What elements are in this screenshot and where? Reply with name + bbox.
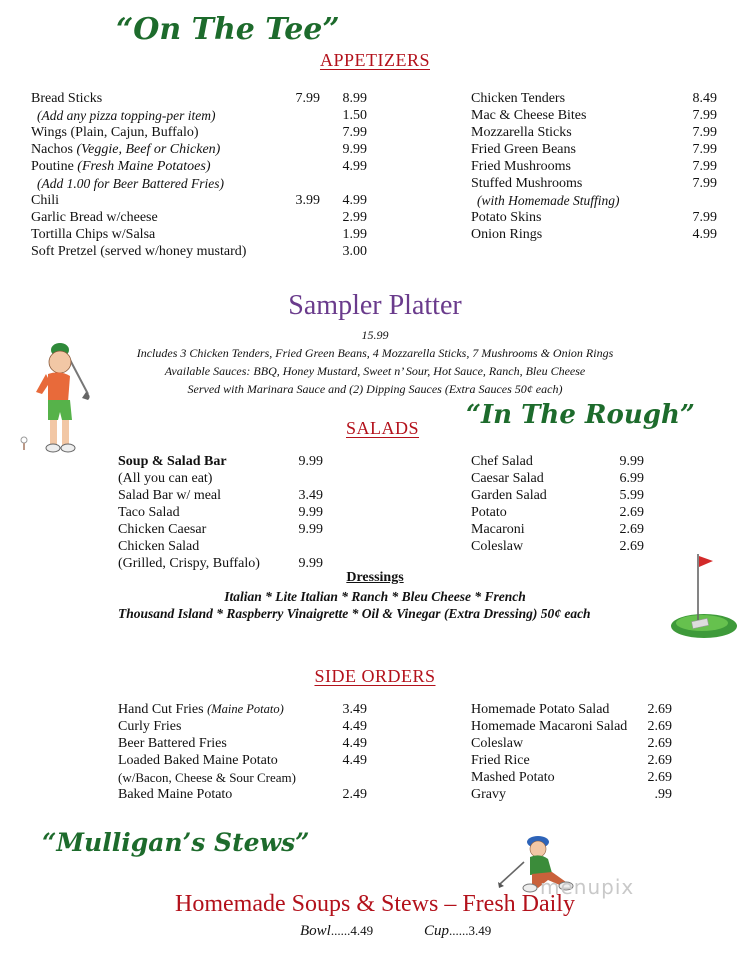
menu-item-price: 3.49 (298, 488, 323, 503)
menu-item-name: (Add 1.00 for Beer Battered Fries) (37, 176, 224, 191)
menu-item-price: 2.69 (647, 736, 672, 751)
menu-item (471, 141, 576, 158)
menu-item (471, 786, 506, 803)
menu-item-name: (Add any pizza topping-per item) (37, 108, 216, 123)
menu-item (37, 107, 215, 125)
menu-item-name: Curly Fries (118, 719, 182, 734)
menu-item-price: 4.49 (342, 736, 367, 751)
menu-item-price: 1.99 (342, 227, 367, 242)
salads-heading: SALADS (346, 418, 420, 438)
bowl-price-line (300, 923, 373, 940)
menu-item-price: 3.99 (295, 193, 320, 208)
menu-item (118, 786, 232, 803)
menu-item-price: 3.00 (342, 244, 367, 259)
menu-item (118, 701, 284, 718)
menu-item-price: 7.99 (692, 210, 717, 225)
menu-item-price: 2.69 (647, 702, 672, 717)
golfer-illustration (18, 338, 98, 462)
dressings-line-1: Italian * Lite Italian * Ranch * Bleu Cheese * French (224, 589, 526, 604)
menu-item (31, 192, 59, 209)
menu-item-price: 7.99 (692, 142, 717, 157)
menu-item-name: Potato Skins (471, 210, 542, 225)
menu-item (118, 752, 278, 769)
menu-item (471, 504, 507, 521)
menu-item-name: Beer Battered Fries (118, 736, 227, 751)
menu-item-price: 2.69 (619, 539, 644, 554)
menu-item-price: 2.69 (619, 522, 644, 537)
menu-item (118, 718, 181, 735)
menu-item (31, 243, 246, 260)
menu-item (31, 141, 220, 158)
menu-item-price: 9.99 (298, 522, 323, 537)
menu-item (31, 209, 158, 226)
menu-item (118, 487, 221, 504)
menu-item (471, 487, 547, 504)
sampler-served: Served with Marinara Sauce and (2) Dipping Sauces (Extra Sauces 50¢ each) (187, 382, 563, 396)
menu-item-price: 4.99 (692, 227, 717, 242)
menu-item-name: Nachos (31, 142, 77, 157)
bowl-label: Bowl (300, 923, 331, 939)
menu-item-name: Chili (31, 193, 60, 208)
menu-item-name: (with Homemade Stuffing) (477, 193, 620, 208)
menu-item-name: Mozzarella Sticks (471, 125, 572, 140)
menu-item-price: 9.99 (298, 505, 323, 520)
menu-item-price: 9.99 (342, 142, 367, 157)
menu-item (471, 701, 609, 718)
sampler-includes: Includes 3 Chicken Tenders, Fried Green Beans, 4 Mozzarella Sticks, 7 Mushrooms & Onion Rings (136, 346, 614, 360)
side-orders-heading: SIDE ORDERS (314, 666, 436, 686)
menu-item (118, 769, 296, 787)
menu-item-name: Loaded Baked Maine Potato (118, 753, 278, 768)
menu-item (471, 124, 572, 141)
menu-item-price: 7.99 (692, 159, 717, 174)
menu-item-price: 3.49 (342, 702, 367, 717)
sampler-sauces: Available Sauces: BBQ, Honey Mustard, Sweet n’ Sour, Hot Sauce, Ranch, Bleu Cheese (164, 364, 586, 378)
menu-item-name: Soup & Salad Bar (118, 454, 227, 469)
watermark: menupix (540, 875, 635, 899)
menu-item-price: .99 (654, 787, 672, 802)
menu-item-name: Chicken Tenders (471, 91, 566, 106)
menu-item (471, 175, 582, 192)
menu-item (31, 158, 211, 175)
menu-item-price: 4.49 (342, 753, 367, 768)
menu-item-name: Soft Pretzel (served w/honey mustard) (31, 244, 247, 259)
menu-item (471, 470, 544, 487)
menu-item (118, 453, 227, 470)
menu-item-price: 2.69 (647, 770, 672, 785)
menu-item-name: Gravy (471, 787, 506, 802)
menu-item-name: Potato (471, 505, 507, 520)
menu-item-price: 9.99 (619, 454, 644, 469)
menu-item-name: Baked Maine Potato (118, 787, 233, 802)
menu-item-price: 9.99 (298, 454, 323, 469)
sampler-title: Sampler Platter (288, 290, 462, 321)
menu-item (477, 192, 619, 210)
menu-item-price: 9.99 (298, 556, 323, 571)
menu-item-price: 7.99 (692, 108, 717, 123)
menu-item-price: 2.49 (342, 787, 367, 802)
menu-item-price: 2.69 (647, 719, 672, 734)
menu-item (471, 769, 555, 786)
menu-item (471, 90, 565, 107)
menu-item-name: Homemade Potato Salad (471, 702, 610, 717)
menu-item-detail: (Veggie, Beef or Chicken) (76, 142, 221, 157)
menu-item-price: 4.99 (342, 159, 367, 174)
menu-item-name: Bread Sticks (31, 91, 103, 106)
menu-item-name: Wings (Plain, Cajun, Buffalo) (31, 125, 199, 140)
menu-item-name: Homemade Macaroni Salad (471, 719, 628, 734)
menu-item (471, 538, 523, 555)
menu-item-name: Hand Cut Fries (118, 702, 208, 717)
menu-item-price: 8.99 (342, 91, 367, 106)
menu-item-name: Mashed Potato (471, 770, 555, 785)
stews-title: “Mulligan’s Stews” (42, 828, 310, 857)
menu-item-detail: (Maine Potato) (207, 702, 284, 716)
menu-item-name: Macaroni (471, 522, 525, 537)
menu-item (471, 752, 530, 769)
menu-item (118, 538, 199, 555)
menu-item (471, 226, 542, 243)
menu-item-name: Mac & Cheese Bites (471, 108, 587, 123)
menu-item (118, 521, 206, 538)
menu-item-name: Garlic Bread w/cheese (31, 210, 158, 225)
menu-item-name: Fried Mushrooms (471, 159, 571, 174)
menu-item-name: (Grilled, Crispy, Buffalo) (118, 556, 260, 571)
menu-item-price: 5.99 (619, 488, 644, 503)
menu-item-name: Fried Rice (471, 753, 530, 768)
menu-item (118, 735, 227, 752)
rough-title: “In The Rough” (466, 400, 695, 430)
menu-item (471, 453, 533, 470)
menu-item-name: Fried Green Beans (471, 142, 576, 157)
menu-item-name: Chef Salad (471, 454, 533, 469)
page-title: “On The Tee” (116, 12, 340, 47)
menu-item-price: 2.69 (619, 505, 644, 520)
menu-item-price: 6.99 (619, 471, 644, 486)
menu-item-price: 4.49 (342, 719, 367, 734)
appetizers-heading: APPETIZERS (319, 50, 430, 70)
menu-item-name: Onion Rings (471, 227, 543, 242)
menu-item (118, 504, 180, 521)
menu-item-name: Taco Salad (118, 505, 180, 520)
menu-item-price: 7.99 (692, 176, 717, 191)
menu-item (471, 718, 627, 735)
menu-item (471, 521, 525, 538)
menu-item-name: (All you can eat) (118, 471, 213, 486)
cup-label: Cup (424, 923, 450, 939)
menu-item-price: 4.99 (342, 193, 367, 208)
menu-item-detail: (Fresh Maine Potatoes) (77, 159, 211, 174)
cup-price-line (424, 923, 491, 940)
bowl-price: ......4.49 (330, 923, 374, 938)
menu-item-name: (w/Bacon, Cheese & Sour Cream) (118, 770, 296, 785)
menu-item-name: Garden Salad (471, 488, 547, 503)
menu-item (471, 107, 586, 124)
menu-item-name: Chicken Salad (118, 539, 200, 554)
menu-item-name: Coleslaw (471, 736, 524, 751)
menu-item-name: Coleslaw (471, 539, 524, 554)
menu-item-name: Chicken Caesar (118, 522, 207, 537)
menu-item-price: 8.49 (692, 91, 717, 106)
menu-item (31, 124, 199, 141)
dressings-heading: Dressings (346, 570, 404, 585)
menu-item-price: 2.69 (647, 753, 672, 768)
menu-item (37, 175, 224, 193)
stews-subtitle: Homemade Soups & Stews – Fresh Daily (175, 891, 575, 917)
menu-item-price: 2.99 (342, 210, 367, 225)
menu-item (118, 470, 212, 487)
menu-item-price: 7.99 (295, 91, 320, 106)
sampler-price: 15.99 (361, 328, 389, 342)
menu-item (471, 158, 571, 175)
menu-item (31, 90, 102, 107)
menu-item-price: 7.99 (342, 125, 367, 140)
dressings-line-2: Thousand Island * Raspberry Vinaigrette * Oil & Vinegar (Extra Dressing) 50¢ each (118, 606, 591, 621)
menu-item (31, 226, 155, 243)
menu-item (471, 209, 541, 226)
menu-item-name: Tortilla Chips w/Salsa (31, 227, 156, 242)
menu-item-name: Poutine (31, 159, 78, 174)
putting-green-illustration (668, 550, 740, 642)
menu-item (471, 735, 523, 752)
menu-item-name: Stuffed Mushrooms (471, 176, 583, 191)
menu-item-name: Caesar Salad (471, 471, 544, 486)
menu-item-price: 7.99 (692, 125, 717, 140)
cup-price: ......3.49 (449, 923, 492, 938)
menu-item-name: Salad Bar w/ meal (118, 488, 222, 503)
menu-item-price: 1.50 (342, 108, 367, 123)
